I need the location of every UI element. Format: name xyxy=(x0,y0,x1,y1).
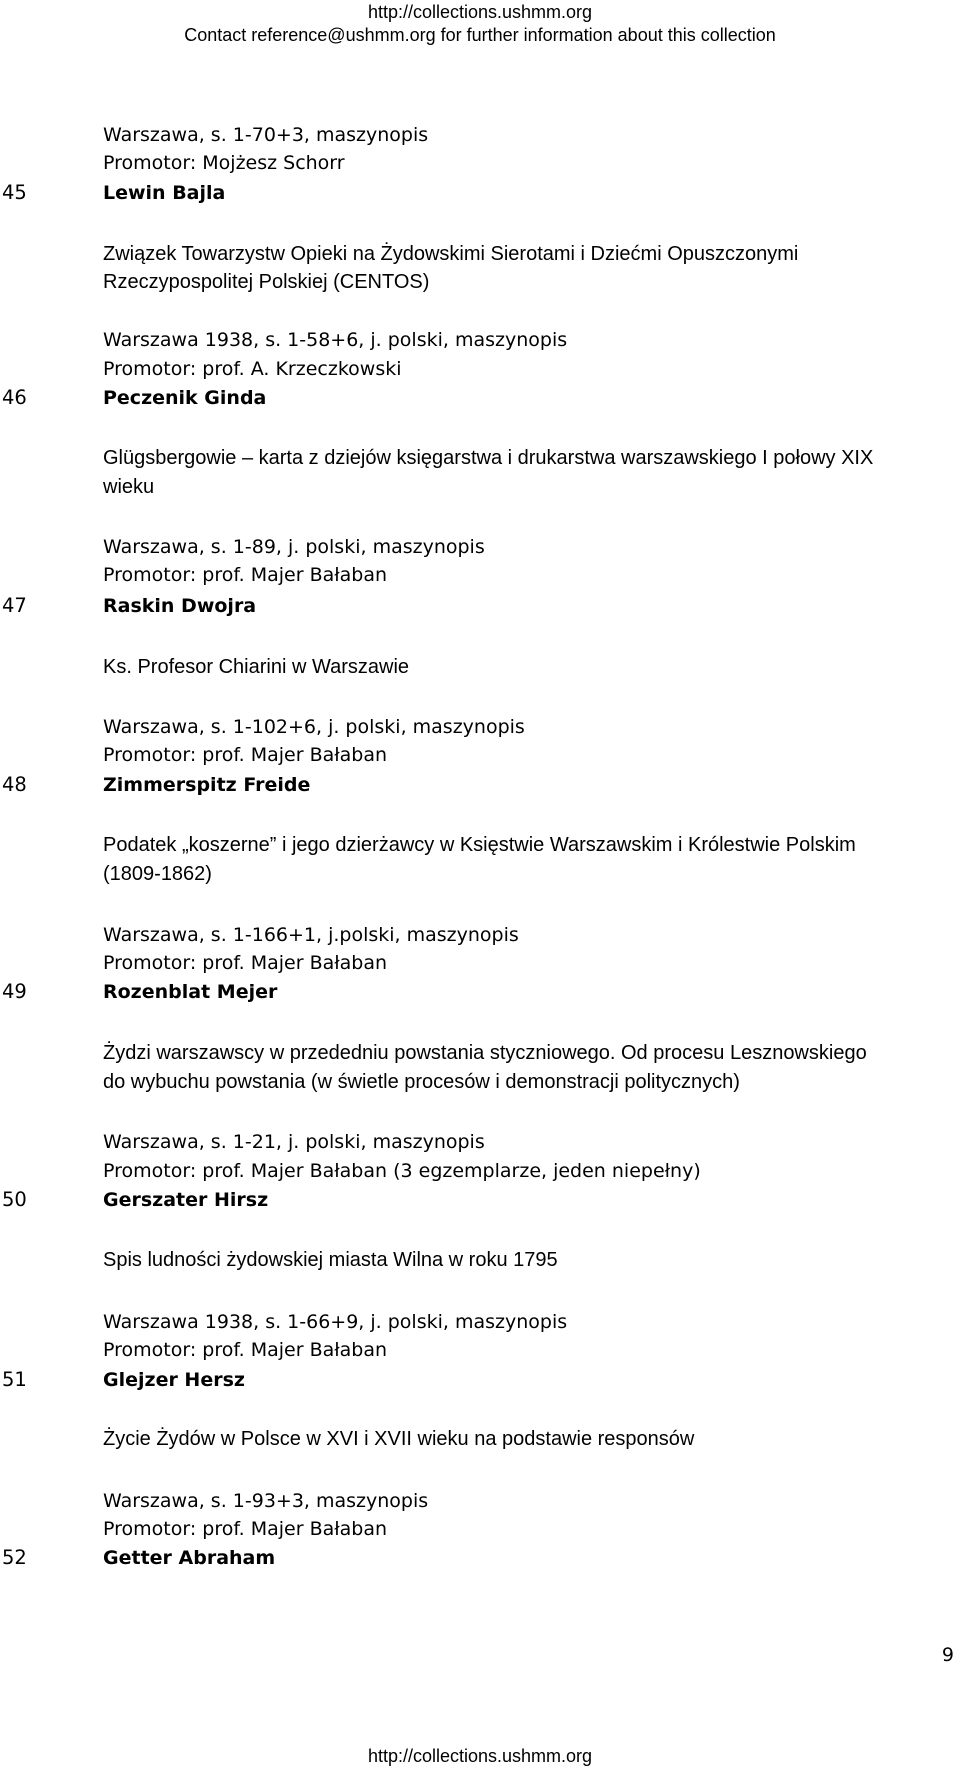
entry-place-pages: Warszawa, s. 1-89, j. polski, maszynopis xyxy=(103,536,485,558)
entry-title-line: wieku xyxy=(103,476,155,498)
entry-title-line: Glügsbergowie – karta z dziejów księgarstwa i drukarstwa warszawskiego I połowy XIX xyxy=(103,447,874,469)
entry-title-line: do wybuchu powstania (w świetle procesów i demonstracji politycznych) xyxy=(103,1071,740,1093)
entry-author: Glejzer Hersz xyxy=(103,1369,245,1391)
entry-number: 45 xyxy=(2,181,27,204)
page-number: 9 xyxy=(941,1644,954,1666)
entry-title-line: (1809-1862) xyxy=(103,863,212,885)
entry-title-line: Życie Żydów w Polsce w XVI i XVII wieku na podstawie responsów xyxy=(103,1428,695,1450)
entry-author: Getter Abraham xyxy=(103,1547,276,1569)
entry-promoter: Promotor: prof. Majer Bałaban (3 egzemplarze, jeden niepełny) xyxy=(103,1160,701,1182)
entry-number: 49 xyxy=(2,980,27,1003)
entry-title-line: Ks. Profesor Chiarini w Warszawie xyxy=(103,656,410,678)
entry-title-line: Rzeczypospolitej Polskiej (CENTOS) xyxy=(103,271,430,293)
entry-place-pages: Warszawa, s. 1-93+3, maszynopis xyxy=(103,1490,429,1512)
header-contact-note: Contact reference@ushmm.org for further information about this collection xyxy=(184,25,776,45)
entry-promoter: Promotor: prof. Majer Bałaban xyxy=(103,744,388,766)
entry-place-pages: Warszawa, s. 1-21, j. polski, maszynopis xyxy=(103,1131,485,1153)
entry-promoter: Promotor: prof. Majer Bałaban xyxy=(103,1339,388,1361)
entry-place-pages: Warszawa 1938, s. 1-58+6, j. polski, maszynopis xyxy=(103,329,568,351)
entry-promoter: Promotor: prof. Majer Bałaban xyxy=(103,564,388,586)
entry-number: 50 xyxy=(2,1188,27,1211)
entry-place-pages: Warszawa, s. 1-166+1, j.polski, maszynopis xyxy=(103,924,519,946)
entry-number: 48 xyxy=(2,773,27,796)
header-url: http://collections.ushmm.org xyxy=(367,2,593,22)
entry-title-line: Związek Towarzystw Opieki na Żydowskimi Sierotami i Dziećmi Opuszczonymi xyxy=(103,243,799,265)
entry-place-pages: Warszawa 1938, s. 1-66+9, j. polski, maszynopis xyxy=(103,1311,568,1333)
entry-promoter: Promotor: prof. Majer Bałaban xyxy=(103,952,388,974)
entry-author: Rozenblat Mejer xyxy=(103,981,278,1003)
entry-title-line: Spis ludności żydowskiej miasta Wilna w roku 1795 xyxy=(103,1249,558,1271)
entry-number: 47 xyxy=(2,594,27,617)
entry-number: 51 xyxy=(2,1368,27,1391)
entry-author: Lewin Bajla xyxy=(103,182,226,204)
entry-promoter: Promotor: prof. Majer Bałaban xyxy=(103,1518,388,1540)
entry-author: Peczenik Ginda xyxy=(103,387,267,409)
entry-number: 52 xyxy=(2,1546,27,1569)
footer-url: http://collections.ushmm.org xyxy=(367,1746,593,1766)
entry-place-pages: Warszawa, s. 1-102+6, j. polski, maszynopis xyxy=(103,716,525,738)
entry-author: Zimmerspitz Freide xyxy=(103,774,311,796)
entry-promoter: Promotor: prof. A. Krzeczkowski xyxy=(103,358,402,380)
entry-number: 46 xyxy=(2,386,27,409)
entry-title-line: Podatek „koszerne” i jego dzierżawcy w Księstwie Warszawskim i Królestwie Polskim xyxy=(103,834,856,856)
entry-title-line: Żydzi warszawscy w przededniu powstania styczniowego. Od procesu Lesznowskiego xyxy=(103,1042,867,1064)
entry-author: Gerszater Hirsz xyxy=(103,1189,269,1211)
entry-place-pages: Warszawa, s. 1-70+3, maszynopis xyxy=(103,124,429,146)
entry-promoter: Promotor: Mojżesz Schorr xyxy=(103,152,345,174)
entry-author: Raskin Dwojra xyxy=(103,595,257,617)
